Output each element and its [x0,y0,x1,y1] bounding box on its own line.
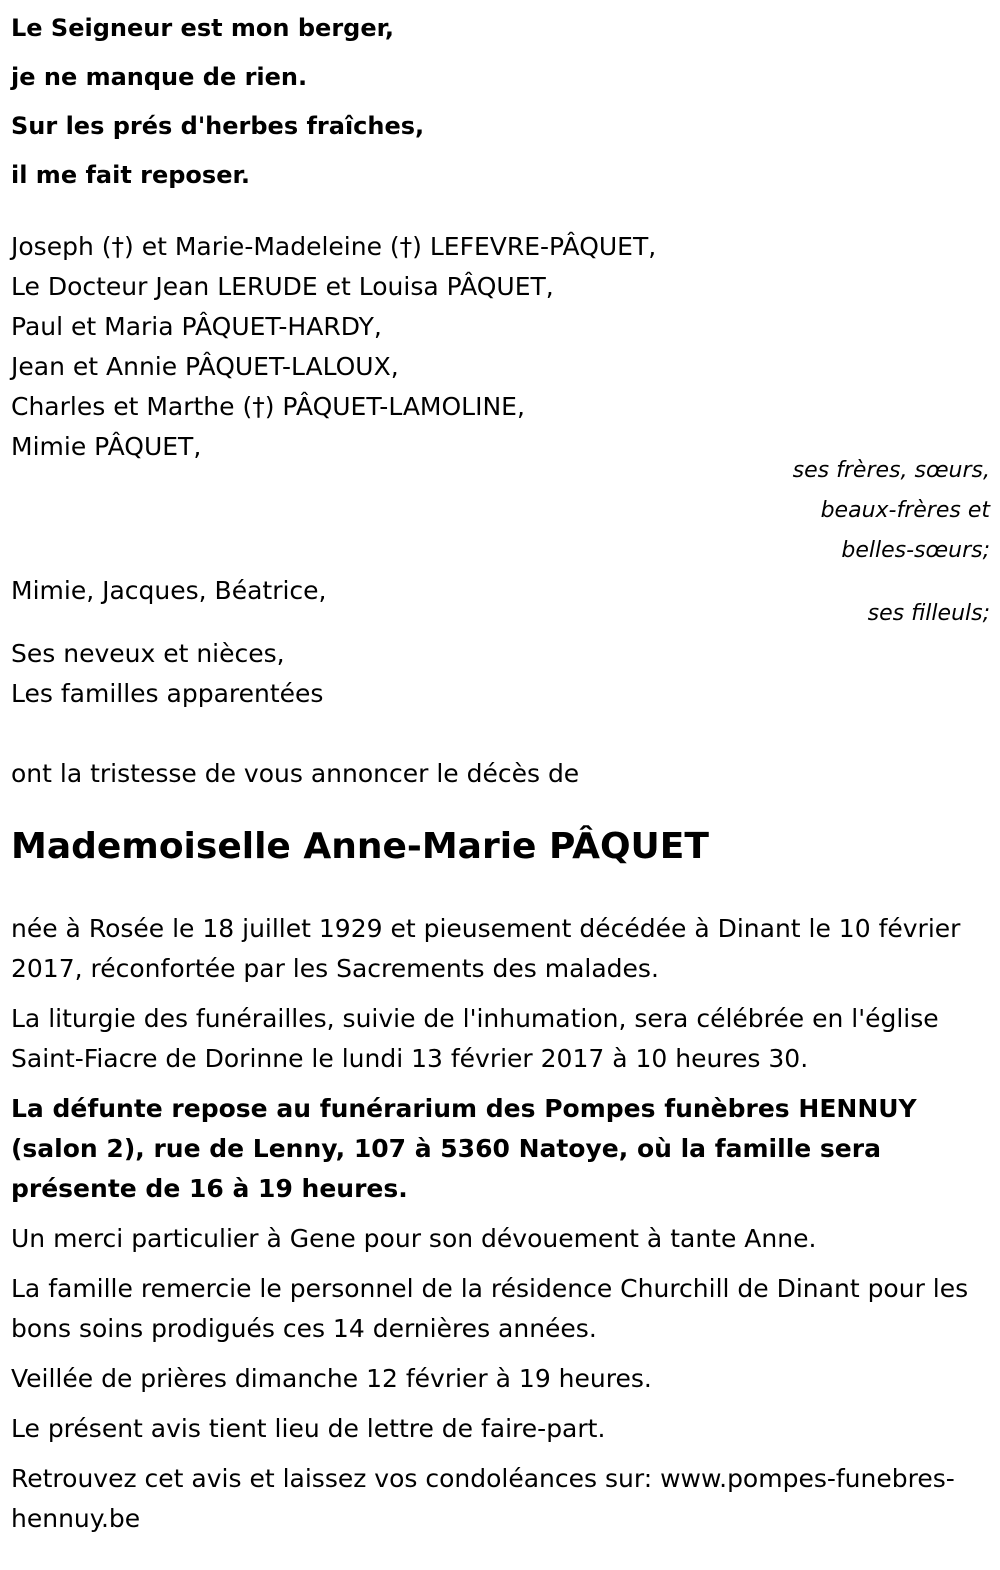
obituary-details [11,909,990,1539]
verse-line: je ne manque de rien. [11,63,308,91]
godchildren-names: Mimie, Jacques, Béatrice, [11,576,327,605]
thanks-gene-paragraph: Un merci particulier à Gene pour son dévouement à tante Anne. [11,1224,817,1253]
funeral-paragraph: La liturgie des funérailles, suivie de l'inhumation, sera célébrée en l'église Saint-Fiacre de Dorinne le lundi 13 février 2017 à 10 heures 30. [11,1004,939,1073]
relation-line: belles-sœurs; [841,538,990,563]
thanks-staff-paragraph: La famille remercie le personnel de la résidence Churchill de Dinant pour les bons soins prodigués ces 14 dernières années. [11,1274,969,1343]
birth-death-paragraph: née à Rosée le 18 juillet 1929 et pieusement décédée à Dinant le 10 février 2017, réconfortée par les Sacrements des malades. [11,914,961,983]
relation-line: ses frères, sœurs, [792,458,990,483]
deceased-name: Mademoiselle Anne-Marie PÂQUET [11,826,709,867]
announcement-text: ont la tristesse de vous annoncer le décès de [11,759,580,788]
family-member: Joseph (†) et Marie-Madeleine (†) LEFEVRE-PÂQUET, [11,232,657,261]
relation-line: beaux-frères et [820,498,990,523]
family-relation [11,451,990,571]
other-relatives [11,634,990,714]
relative-line: Les familles apparentées [11,679,324,708]
family-list [11,227,990,467]
verse-line: Le Seigneur est mon berger, [11,14,395,42]
verse-line: Sur les prés d'herbes fraîches, [11,112,425,140]
relative-line: Ses neveux et nièces, [11,639,285,668]
family-member: Jean et Annie PÂQUET-LALOUX, [11,352,399,381]
repose-paragraph: La défunte repose au funérarium des Pompes funèbres HENNUY (salon 2), rue de Lenny, 107 à 5360 Natoye, où la famille sera présente de 16 à 19 heures. [11,1094,917,1203]
godchildren-row [11,571,990,626]
family-member: Charles et Marthe (†) PÂQUET-LAMOLINE, [11,392,525,421]
family-member: Paul et Maria PÂQUET-HARDY, [11,312,382,341]
notice-paragraph: Le présent avis tient lieu de lettre de faire-part. [11,1414,606,1443]
psalm-verse [11,0,990,200]
family-member: Le Docteur Jean LERUDE et Louisa PÂQUET, [11,272,554,301]
godchildren-relation: ses filleuls; [867,601,990,626]
verse-line: il me fait reposer. [11,161,251,189]
family-member: Mimie PÂQUET, [11,432,202,461]
condolences-paragraph: Retrouvez cet avis et laissez vos condoléances sur: www.pompes-funebres-hennuy.be [11,1464,955,1533]
vigil-paragraph: Veillée de prières dimanche 12 février à 19 heures. [11,1364,652,1393]
